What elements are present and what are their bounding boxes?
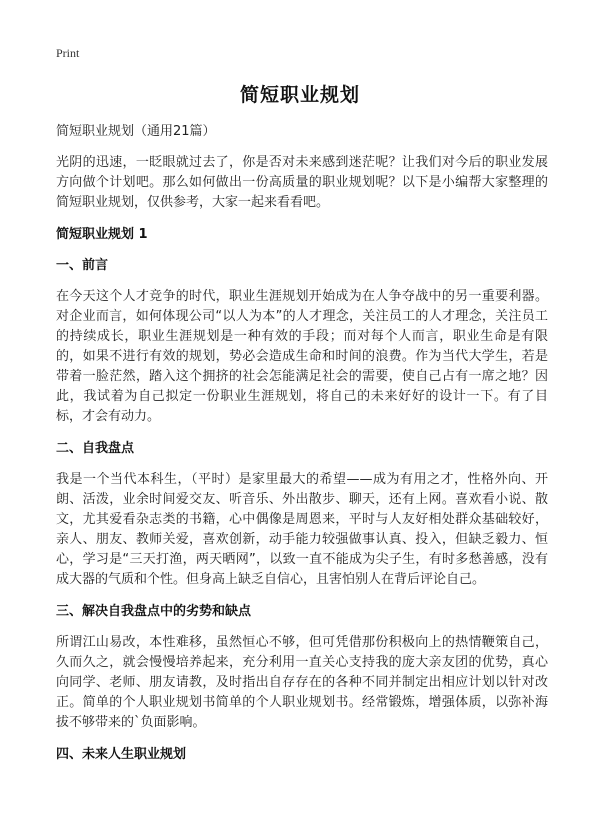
section-text-weaknesses: 所谓江山易改，本性难移，虽然恒心不够，但可凭借那份积极向上的热情鞭策自己，久而久之，就会慢慢培养起来，充分利用一直关心支持我的庞大亲友团的优势，真心向同学、老师、朋友请教，及时指出自存存在的各种不同并制定出相应计划以针对改正。简单的个人职业规划书简单的个人职业规划书。经常锻炼，增强体质，以弥补海拔不够带来的`负面影响。 bbox=[56, 635, 548, 730]
section-heading-weaknesses: 三、解决自我盘点中的劣势和缺点 bbox=[56, 604, 252, 619]
print-link[interactable]: Print bbox=[56, 46, 80, 60]
section-heading-self-review: 二、自我盘点 bbox=[56, 441, 135, 456]
section-heading-preface: 一、前言 bbox=[56, 258, 109, 273]
section-text-self-review: 我是一个当代本科生，（平时）是家里最大的希望——成为有用之才，性格外向、开朗、活泼，业余时间爱交友、听音乐、外出散步、聊天，还有上网。喜欢看小说、散文，尤其爱看杂志类的书籍，心中偶像是周恩来，平时与人友好相处群众基础较好，亲人、朋友、教师关爱，喜欢创新，动手能力较强做事认真、投入，但缺乏毅力、恒心，学习是“三天打渔，两天晒网”，以致一直不能成为尖子生，有时多愁善感，没有成大器的气质和个性。但身高上缺乏自信心，且害怕别人在背后评论自己。 bbox=[56, 472, 548, 587]
intro-paragraph: 光阴的迅速，一眨眼就过去了，你是否对未来感到迷茫呢？让我们对今后的职业发展方向做个计划吧。那么如何做出一份高质量的职业规划呢？以下是小编帮大家整理的简短职业规划，仅供参考，大家一起来看看吧。 bbox=[56, 155, 548, 210]
article-heading: 简短职业规划 1 bbox=[56, 227, 148, 242]
section-heading-future-plan: 四、未来人生职业规划 bbox=[56, 747, 187, 762]
document-subtitle: 简短职业规划（通用21篇） bbox=[56, 124, 216, 139]
document-title: 简短职业规划 bbox=[239, 84, 360, 106]
section-text-preface: 在今天这个人才竞争的时代，职业生涯规划开始成为在人争夺战中的另一重要利器。对企业而言，如何体现公司“以人为本”的人才理念，关注员工的人才理念，关注员工的持续成长，职业生涯规划是一种有效的手段；而对每个人而言，职业生命是有限的，如果不进行有效的规划，势必会造成生命和时间的浪费。作为当代大学生，若是带着一脸茫然，踏入这个拥挤的社会怎能满足社会的需要，使自己占有一席之地？因此，我试着为自己拟定一份职业生涯规划，将自己的未来好好的设计一下。有了目标，才会有动力。 bbox=[56, 289, 548, 424]
document-body bbox=[56, 122, 548, 776]
